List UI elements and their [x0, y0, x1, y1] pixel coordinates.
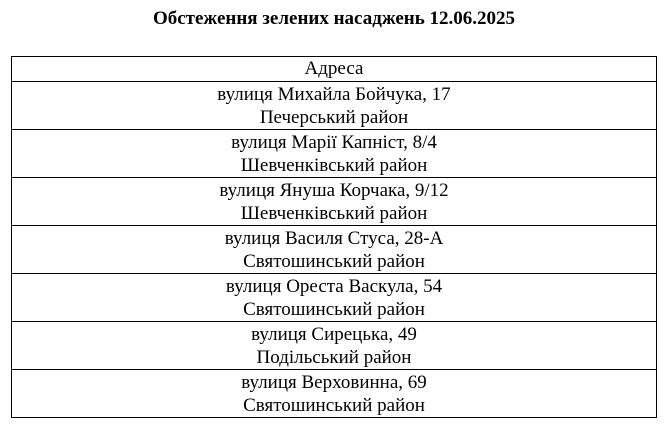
- street-text: вулиця Верховинна, 69: [241, 371, 427, 393]
- address-cell: [12, 178, 657, 226]
- table-row: [12, 274, 657, 322]
- address-cell: [12, 82, 657, 130]
- table-row: [12, 130, 657, 178]
- document-title: Обстеження зелених насаджень 12.06.2025: [152, 8, 516, 29]
- address-table: [11, 56, 657, 418]
- street-text: вулиця Михайла Бойчука, 17: [217, 83, 451, 105]
- district-text: Святошинський район: [243, 394, 425, 416]
- address-cell: [12, 130, 657, 178]
- table-row: [12, 370, 657, 418]
- table-row: [12, 82, 657, 130]
- district-text: Печерський район: [259, 106, 409, 128]
- district-text: Святошинський район: [243, 298, 425, 320]
- district-text: Святошинський район: [243, 250, 425, 272]
- table-row: [12, 322, 657, 370]
- street-text: вулиця Ореста Васкула, 54: [225, 275, 443, 297]
- district-text: Шевченківський район: [240, 154, 428, 176]
- table-row: [12, 226, 657, 274]
- address-cell: [12, 274, 657, 322]
- district-text: Подільський район: [256, 346, 412, 368]
- street-text: вулиця Марії Капніст, 8/4: [231, 131, 437, 153]
- street-text: вулиця Василя Стуса, 28-А: [224, 227, 444, 249]
- address-cell: [12, 322, 657, 370]
- address-cell: [12, 226, 657, 274]
- column-header-address: Адреса: [12, 57, 657, 82]
- district-text: Шевченківський район: [240, 202, 428, 224]
- address-cell: [12, 370, 657, 418]
- table-row: [12, 178, 657, 226]
- street-text: вулиця Сирецька, 49: [251, 323, 417, 345]
- street-text: вулиця Януша Корчака, 9/12: [219, 179, 449, 201]
- table-header-row: [12, 57, 657, 82]
